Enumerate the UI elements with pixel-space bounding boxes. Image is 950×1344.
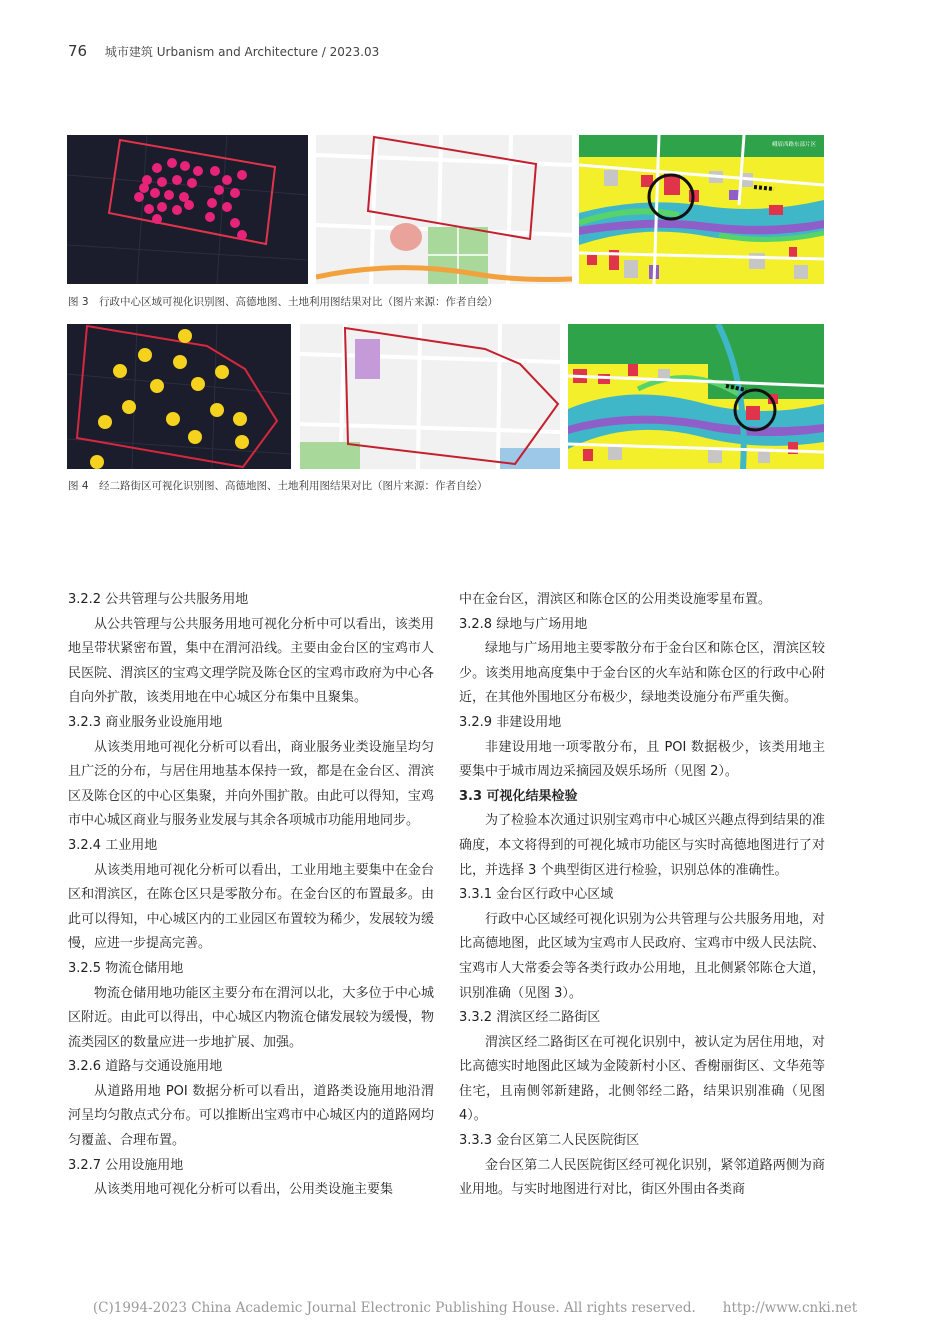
fig3-landuse-map [579,135,824,284]
paragraph: 从该类用地可视化分析可以看出，商业服务业类设施呈均匀且广泛的分布，与居住用地基本保持一致，都是在金台区、渭滨区及陈仓区的中心区集聚，并向外围扩散。由此可以得知，宝鸡市中心城区商业与服务业发展与其余各项城市功能用地同步。 [68,739,434,829]
section-heading: 3.3.2 渭滨区经二路街区 [459,1010,601,1026]
right-column [459,588,825,1203]
fig3-poi-map [67,135,308,284]
section-heading: 3.2.6 道路与交通设施用地 [68,1059,223,1075]
copyright-footer: (C)1994-2023 China Academic Journal Electronic Publishing House. All rights reserved. http://www.cnki.net [92,1300,858,1316]
fig4-landuse-map [568,324,824,469]
running-header [68,42,379,60]
paragraph: 从道路用地 POI 数据分析可以看出，道路类设施用地沿渭河呈均匀散点式分布。可以推断出宝鸡市中心城区内的道路网均匀覆盖、合理布置。 [68,1083,434,1149]
paragraph: 从该类用地可视化分析可以看出，工业用地主要集中在金台区和渭滨区，在陈仓区只是零散分布。在金台区的布置最多。由此可以得知，中心城区内的工业园区布置较为稀少，发展较为缓慢，应进一步提高完善。 [68,862,434,952]
fig3-amap [316,135,572,284]
paragraph: 从公共管理与公共服务用地可视化分析中可以看出，该类用地呈带状紧密布置，集中在渭河沿线。主要由金台区的宝鸡市人民医院、渭滨区的宝鸡文理学院及陈仓区的宝鸡市政府为中心各自向外扩散，该类用地在中心城区分布集中且聚集。 [68,616,434,706]
fig3-map-label: 峨眉西路东部片区 [772,142,817,148]
journal-title: 城市建筑 Urbanism and Architecture / 2023.03 [104,45,380,59]
section-heading: 3.2.7 公用设施用地 [68,1157,184,1173]
section-heading: 3.2.2 公共管理与公共服务用地 [68,592,249,607]
section-heading: 3.3.1 金台区行政中心区域 [459,887,614,903]
section-heading: 3.2.8 绿地与广场用地 [459,616,588,632]
section-heading: 3.2.9 非建设用地 [459,714,562,730]
paragraph: 非建设用地一项零散分布，且 POI 数据极少，该类用地主要集中于城市周边采摘园及娱乐场所（见图 2）。 [459,739,825,780]
paragraph: 为了检验本次通过识别宝鸡市中心城区兴趣点得到结果的准确度，本文将得到的可视化城市功能区与实时高德地图进行了对比，并选择 3 个典型街区进行检验，识别总体的准确性。 [459,813,825,878]
paragraph: 物流仓储用地功能区主要分布在渭河以北，大多位于中心城区附近。由此可以得出，中心城区内物流仓储发展较为缓慢，物流类园区的数量应进一步地扩展、加强。 [68,985,434,1050]
section-heading: 3.2.4 工业用地 [68,837,158,853]
paragraph: 行政中心区域经可视化识别为公共管理与公共服务用地，对比高德地图，此区域为宝鸡市人民政府、宝鸡市中级人民法院、宝鸡市人大常委会等各类行政办公用地，且北侧紧邻陈仓大道，识别准确（见图 3）。 [459,911,825,1001]
section-heading: 3.2.3 商业服务业设施用地 [68,714,223,730]
paragraph: 中在金台区，渭滨区和陈仓区的公用类设施零星布置。 [459,592,772,607]
fig4-amap [300,324,560,469]
fig4-caption: 图 4 经二路街区可视化识别图、高德地图、土地利用图结果对比（图片来源：作者自绘） [68,480,488,492]
fig4-poi-map [67,324,291,469]
section-heading: 3.2.5 物流仓储用地 [68,960,184,976]
section-heading: 3.3 可视化结果检验 [459,788,578,804]
left-column [68,588,434,1203]
paragraph: 渭滨区经二路街区在可视化识别中，被认定为居住用地，对比高德实时地图此区域为金陵新村小区、香榭丽街区、文华苑等住宅，且南侧邻新建路，北侧邻经二路，结果识别准确（见图 4）。 [459,1034,825,1124]
page-number: 76 [68,42,88,60]
paragraph: 从该类用地可视化分析可以看出，公用类设施主要集 [94,1182,394,1198]
paragraph: 绿地与广场用地主要零散分布于金台区和陈仓区，渭滨区较少。该类用地高度集中于金台区的火车站和陈仓区的行政中心附近，在其他外围地区分布极少，绿地类设施分布严重失衡。 [459,641,825,706]
section-heading: 3.3.3 金台区第二人民医院街区 [459,1133,640,1149]
paragraph: 金台区第二人民医院街区经可视化识别，紧邻道路两侧为商业用地。与实时地图进行对比，街区外围由各类商 [459,1157,825,1198]
fig3-caption: 图 3 行政中心区域可视化识别图、高德地图、土地利用图结果对比（图片来源：作者自绘） [68,296,499,308]
